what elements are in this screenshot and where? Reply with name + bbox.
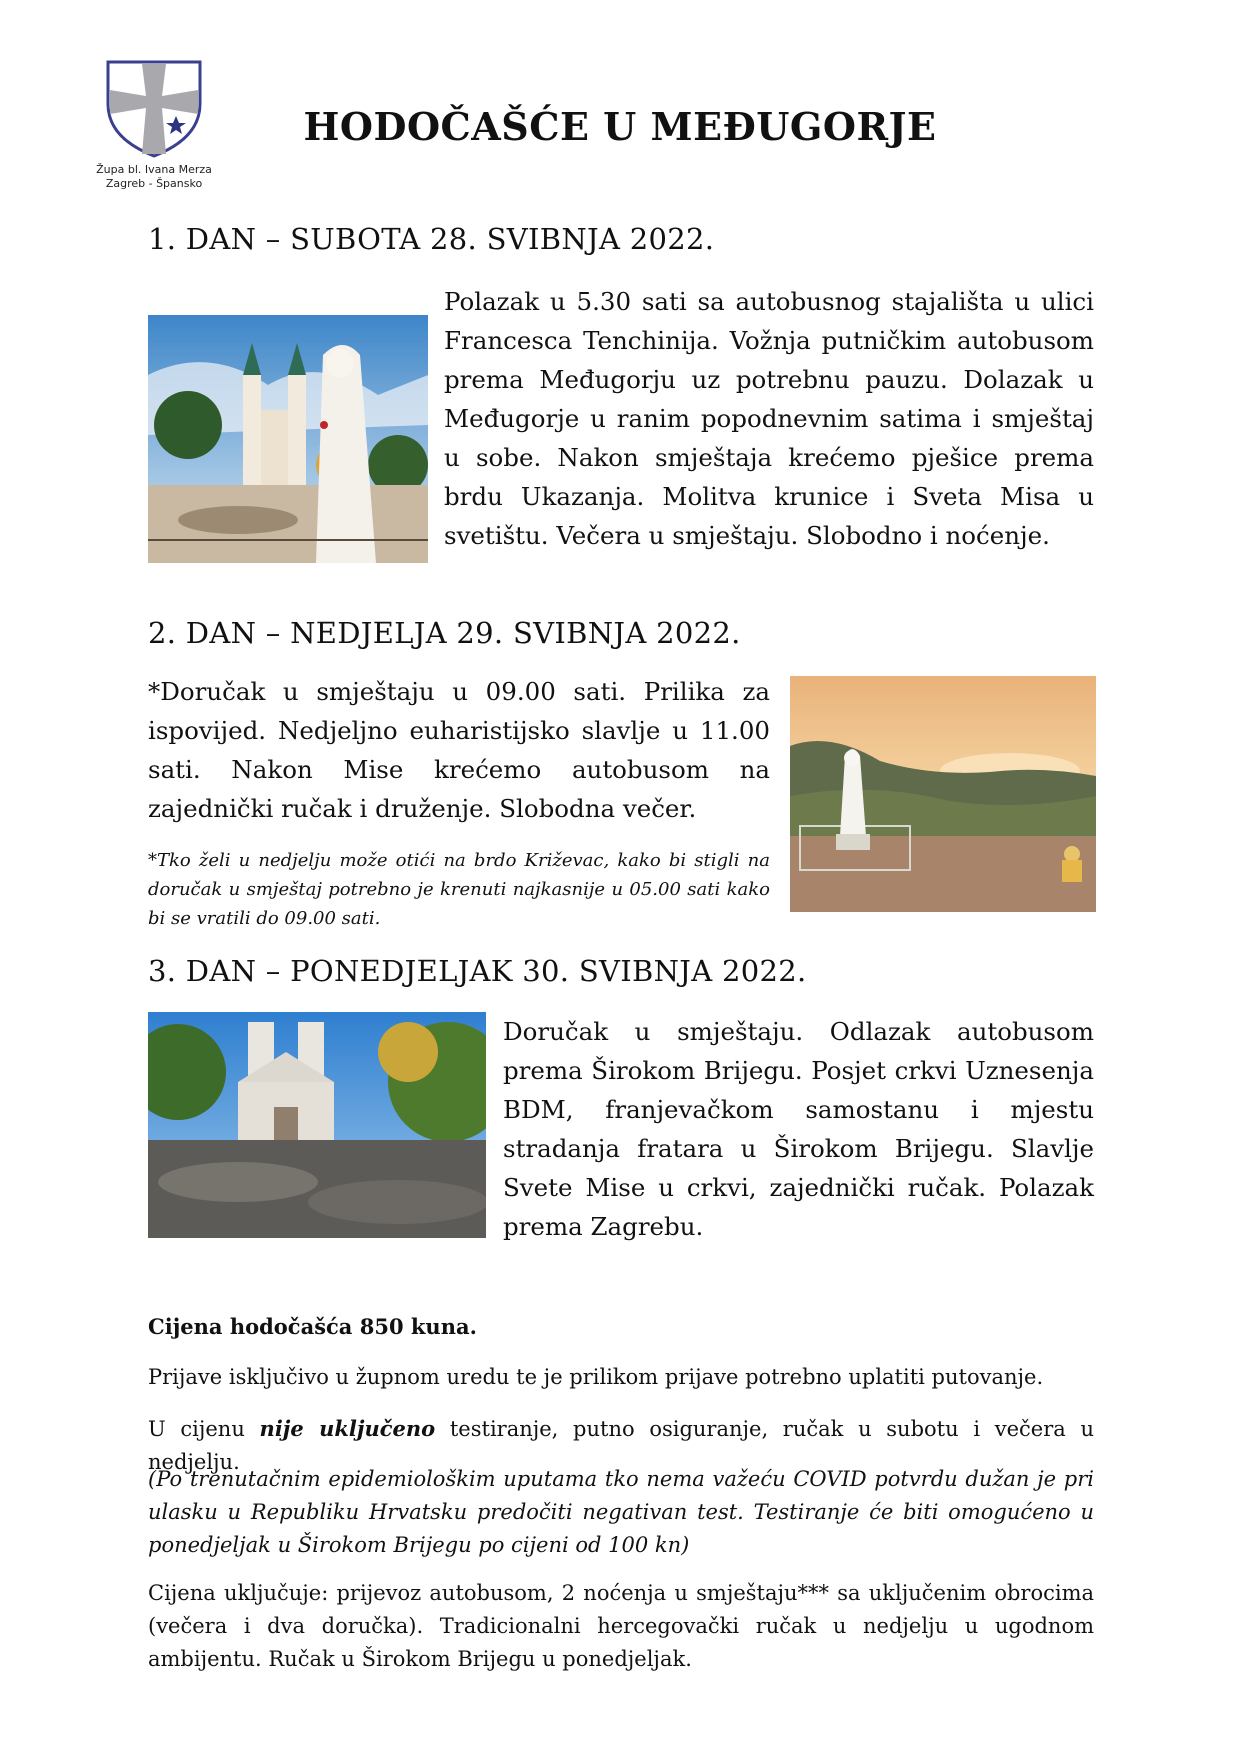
covid-note: (Po trenutačnim epidemiološkim uputama tko nema važeću COVID potvrdu dužan je pri ulasku u Republiku Hrvatsku predočiti negativan test. Testiranje će biti omogućeno u ponedjeljak u Širokom Brijegu po cijeni od 100 kn): [148, 1467, 1094, 1557]
included-text: Cijena uključuje: prijevoz autobusom, 2 noćenja u smještaju*** sa uključenim obrocima (večera i dva doručka). Tradicionalni hercegovački ručak u nedjelju u ugodnom ambijentu. Ručak u Širokom Brijegu u ponedjeljak.: [148, 1581, 1094, 1671]
excluded-emphasis: nije uključeno: [259, 1416, 436, 1441]
parish-cross-shield-icon: [102, 56, 206, 160]
parish-name-line2: Zagreb - Špansko: [105, 177, 203, 190]
excluded-text-end: testiranje, putno osiguranje, ručak u subotu i večera u nedjelju.: [148, 1417, 1094, 1474]
registration-text: Prijave isključivo u župnom uredu te je prilikom prijave potrebno uplatiti putovanje.: [148, 1365, 1044, 1389]
parish-name: [94, 163, 214, 191]
church-statue-photo: [148, 315, 428, 563]
day-2-heading: 2. DAN – NEDJELJA 29. SVIBNJA 2022.: [148, 616, 741, 650]
parish-logo: [94, 56, 214, 196]
page-title: HODOČAŠĆE U MEĐUGORJE: [303, 104, 937, 149]
day-3-heading: 3. DAN – PONEDJELJAK 30. SVIBNJA 2022.: [148, 954, 807, 988]
hill-statue-photo: [790, 676, 1096, 912]
day-1-heading: 1. DAN – SUBOTA 28. SVIBNJA 2022.: [148, 222, 715, 256]
siroki-brijeg-church-photo: [148, 1012, 486, 1238]
price-text: Cijena hodočašća 850 kuna.: [148, 1314, 477, 1339]
parish-name-line1: Župa bl. Ivana Merza: [96, 163, 212, 176]
excluded-text-start: U cijenu: [148, 1417, 260, 1441]
day-2-note: *Tko želi u nedjelju može otići na brdo Križevac, kako bi stigli na doručak u smještaj potrebno je krenuti najkasnije u 05.00 sati kako bi se vratili do 09.00 sati.: [148, 850, 770, 929]
day-2-description: *Doručak u smještaju u 09.00 sati. Prilika za ispovijed. Nedjeljno euharistijsko slavlje u 11.00 sati. Nakon Mise krećemo autobusom na zajednički ručak i druženje. Slobodna večer.: [148, 677, 770, 823]
day-3-description: Doručak u smještaju. Odlazak autobusom prema Širokom Brijegu. Posjet crkvi Uznesenja BDM, franjevačkom samostanu i mjestu stradanja fratara u Širokom Brijegu. Slavlje Svete Mise u crkvi, zajednički ručak. Polazak prema Zagrebu.: [503, 1017, 1094, 1241]
day-1-description: Polazak u 5.30 sati sa autobusnog stajališta u ulici Francesca Tenchinija. Vožnja putničkim autobusom prema Međugorju uz potrebnu pauzu. Dolazak u Međugorje u ranim popodnevnim satima i smještaj u sobe. Nakon smještaja krećemo pješice prema brdu Ukazanja. Molitva krunice i Sveta Misa u svetištu. Večera u smještaju. Slobodno i noćenje.: [444, 287, 1094, 550]
